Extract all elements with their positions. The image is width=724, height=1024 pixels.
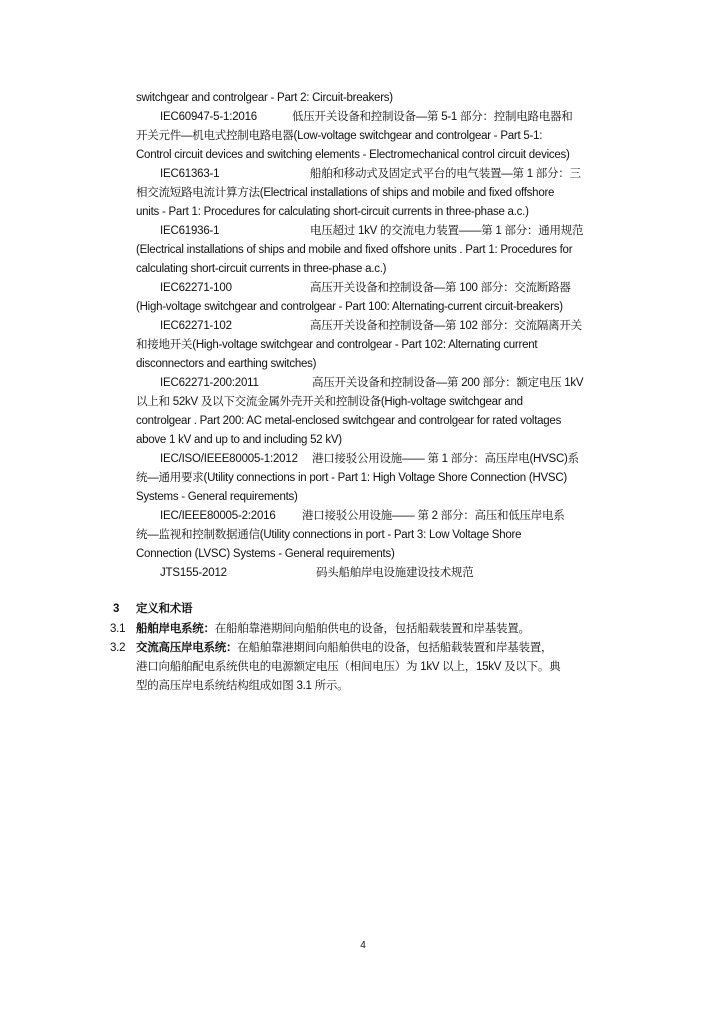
section-title: 定义和术语 bbox=[136, 603, 193, 615]
clause-term: 交流高压岸电系统： bbox=[136, 642, 238, 654]
reference-code: IEC/IEEE80005-2:2016 bbox=[160, 510, 276, 522]
reference-continuation: switchgear and controlgear - Part 2: Circuit-breakers) bbox=[136, 92, 393, 104]
reference-title-line: calculating short-circuit currents in three-phase a.c.) bbox=[136, 263, 387, 275]
reference-code: IEC61363-1 bbox=[160, 168, 220, 180]
reference-title-line: (Electrical installations of ships and mobile and fixed offshore units . Part 1: Procedures for bbox=[136, 244, 573, 256]
reference-title-line: 码头船舶岸电设施建设技术规范 bbox=[316, 567, 474, 579]
reference-title-line: Control circuit devices and switching elements - Electromechanical control circuit devices) bbox=[136, 149, 570, 161]
clause-line bbox=[136, 639, 552, 657]
clause-text: 在船舶靠港期间向船舶供电的设备，包括船载装置和岸基装置， bbox=[237, 642, 553, 654]
reference-title-line: 以上和 52kV 及以下交流金属外壳开关和控制设备(High-voltage switchgear and bbox=[136, 396, 523, 408]
reference-title-line: above 1 kV and up to and including 52 kV) bbox=[136, 434, 342, 446]
reference-title-line: disconnectors and earthing switches) bbox=[136, 358, 317, 370]
reference-title-line: 高压开关设备和控制设备—第 200 部分：额定电压 1kV bbox=[312, 377, 584, 389]
reference-title-line: 高压开关设备和控制设备—第 100 部分：交流断路器 bbox=[310, 282, 571, 294]
reference-title-line: controlgear . Part 200: AC metal-enclosed switchgear and controlgear for rated voltages bbox=[136, 415, 562, 427]
reference-title-line: 高压开关设备和控制设备—第 102 部分：交流隔离开关 bbox=[310, 320, 582, 332]
reference-title-line: 低压开关设备和控制设备—第 5-1 部分：控制电路电器和 bbox=[292, 111, 573, 123]
reference-title-line: units - Part 1: Procedures for calculating short-circuit currents in three-phase a.c.) bbox=[136, 206, 529, 218]
reference-title-line: 统—监视和控制数据通信(Utility connections in port - Part 3: Low Voltage Shore bbox=[136, 529, 522, 541]
section-number: 3 bbox=[113, 603, 120, 615]
reference-title-line: 港口接驳公用设施—— 第 1 部分：高压岸电(HVSC)系 bbox=[312, 453, 579, 465]
reference-title-line: 统—通用要求(Utility connections in port - Part 1: High Voltage Shore Connection (HVSC) bbox=[136, 472, 567, 484]
reference-code: IEC61936-1 bbox=[160, 225, 220, 237]
clause-text-line: 港口向船舶配电系统供电的电源额定电压（相间电压）为 1kV 以上，15kV 及以下。典 bbox=[136, 661, 561, 673]
reference-code: IEC62271-100 bbox=[160, 282, 232, 294]
reference-title-line: 电压超过 1kV 的交流电力装置——第 1 部分：通用规范 bbox=[310, 225, 584, 237]
reference-title-line: 船舶和移动式及固定式平台的电气装置—第 1 部分：三 bbox=[310, 168, 581, 180]
reference-title-line: (High-voltage switchgear and controlgear - Part 100: Alternating-current circuit-breakers) bbox=[136, 301, 563, 313]
reference-code: IEC/ISO/IEEE80005-1:2012 bbox=[160, 453, 298, 465]
reference-code: JTS155-2012 bbox=[160, 567, 227, 579]
reference-title-line: 开关元件—机电式控制电路电器(Low-voltage switchgear and controlgear - Part 5-1: bbox=[136, 130, 543, 142]
reference-code: IEC62271-102 bbox=[160, 320, 232, 332]
reference-title-line: 和接地开关(High-voltage switchgear and controlgear - Part 102: Alternating current bbox=[136, 339, 538, 351]
clause-text: 在船舶靠港期间向船舶供电的设备，包括船载装置和岸基装置。 bbox=[214, 623, 530, 635]
reference-title-line: Connection (LVSC) Systems - General requirements) bbox=[136, 548, 395, 560]
clause-number: 3.1 bbox=[110, 623, 126, 635]
reference-code: IEC60947-5-1:2016 bbox=[160, 111, 257, 123]
clause-term: 船舶岸电系统： bbox=[136, 623, 215, 635]
reference-title-line: Systems - General requirements) bbox=[136, 491, 298, 503]
reference-code: IEC62271-200:2011 bbox=[160, 377, 259, 389]
page-number: 4 bbox=[360, 940, 366, 951]
clause-text-line: 型的高压岸电系统结构组成如图 3.1 所示。 bbox=[136, 680, 349, 692]
reference-title-line: 港口接驳公用设施—— 第 2 部分：高压和低压岸电系 bbox=[302, 510, 565, 522]
clause-number: 3.2 bbox=[110, 642, 126, 654]
clause-line bbox=[136, 620, 530, 638]
reference-title-line: 相交流短路电流计算方法(Electrical installations of ships and mobile and fixed offshore bbox=[136, 187, 555, 199]
